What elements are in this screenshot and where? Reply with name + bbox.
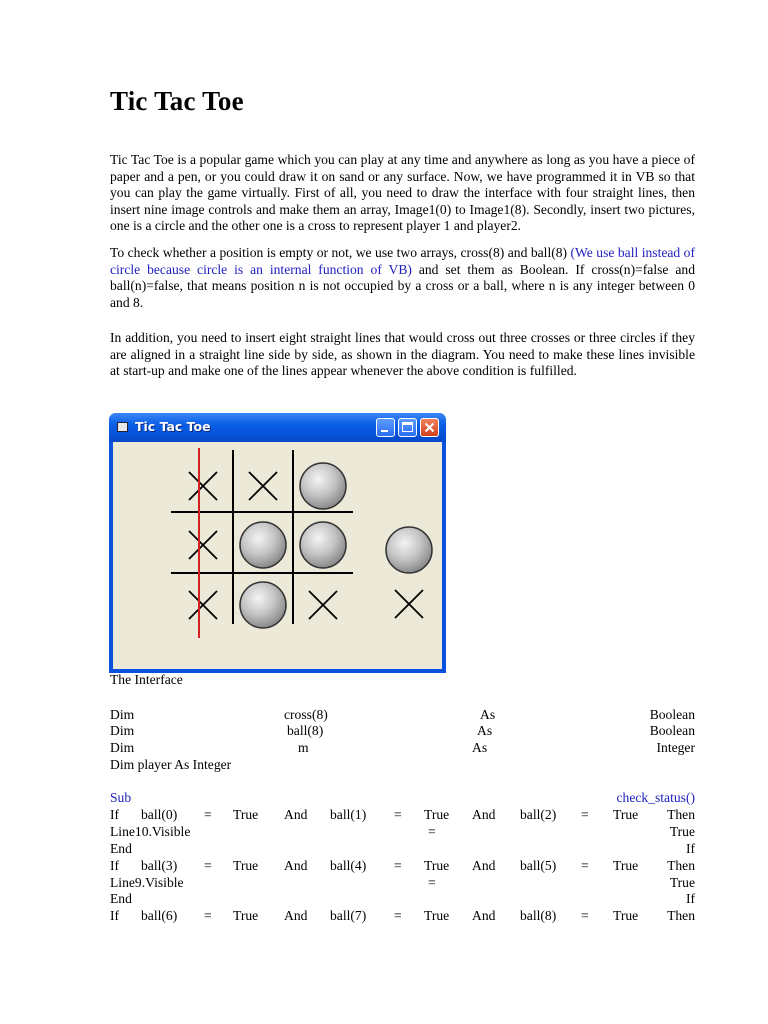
code-token: ball(7)	[330, 908, 367, 923]
code-token: Sub	[110, 790, 132, 805]
side-pieces	[386, 527, 432, 618]
code-token: True	[424, 858, 450, 873]
code-token: =	[428, 824, 436, 839]
code-token: Boolean	[649, 723, 695, 738]
code-token: =	[428, 875, 436, 890]
code-token: ball(6)	[141, 908, 178, 923]
ball-piece	[300, 463, 346, 509]
ball-piece	[386, 527, 432, 573]
code-token: True	[669, 824, 695, 839]
code-token: =	[204, 908, 212, 923]
code-token: Dim	[110, 740, 135, 755]
code-token: True	[613, 858, 639, 873]
dim-player-line	[110, 756, 695, 773]
code-token: =	[394, 858, 402, 873]
code-token: Then	[667, 807, 695, 822]
code-token: If	[110, 908, 120, 923]
code-token: Dim player As Integer	[110, 757, 232, 772]
arrays-text-end: and set them as Boolean. If cross(n)=false and ball(n)=false, that means position n is not occupied by a cross or a ball, where n is any integer between 0 and 8.	[110, 261, 695, 310]
minimize-button[interactable]	[376, 418, 395, 437]
code-token: ball(8)	[520, 908, 557, 923]
line9-line	[110, 874, 695, 891]
code-token: True	[613, 908, 639, 923]
code-token: check_status()	[616, 790, 695, 805]
end-if-line-2	[110, 890, 695, 907]
ball-piece	[240, 582, 286, 628]
lines-paragraph: In addition, you need to insert eight straight lines that would cross out three crosses or three circles if they are aligned in a straight line side by side, as shown in the diagram. You need to make these lines invisible at start-up and make one of the lines appear whenever the above condition is fulfilled.	[110, 330, 695, 379]
code-token: True	[669, 875, 695, 890]
dim-line-1	[110, 706, 695, 723]
if-line-2	[110, 857, 695, 874]
window-title: Tic Tac Toe	[135, 419, 211, 434]
sub-line	[110, 789, 695, 806]
window-client	[113, 442, 442, 669]
code-token: ball(3)	[141, 858, 178, 873]
code-token: And	[284, 858, 308, 873]
code-token: =	[394, 807, 402, 822]
code-token: And	[472, 908, 496, 923]
code-token: True	[424, 908, 450, 923]
code-token: If	[685, 841, 695, 856]
code-token: Dim	[110, 707, 135, 722]
code-token: True	[613, 807, 639, 822]
code-token: Integer	[656, 740, 695, 755]
page-title: Tic Tac Toe	[110, 86, 244, 116]
code-token: True	[233, 807, 259, 822]
code-token: Boolean	[649, 707, 695, 722]
code-token: As	[480, 707, 496, 722]
dim-line-2	[110, 722, 695, 739]
code-token: Then	[667, 908, 695, 923]
code-token: ball(0)	[141, 807, 178, 822]
game-board	[113, 442, 442, 669]
ball-piece	[300, 522, 346, 568]
code-token: If	[110, 858, 120, 873]
if-line-3	[110, 907, 695, 924]
code-token: cross(8)	[284, 707, 328, 722]
minimize-icon	[381, 430, 388, 432]
code-token: =	[394, 908, 402, 923]
code-token: ball(5)	[520, 858, 557, 873]
maximize-icon	[402, 422, 413, 432]
code-token: ball(8)	[287, 723, 324, 738]
code-token: And	[284, 908, 308, 923]
code-token: As	[472, 740, 488, 755]
code-token: If	[110, 807, 120, 822]
code-token: ball(4)	[330, 858, 367, 873]
code-token: True	[233, 908, 259, 923]
code-token: ball(2)	[520, 807, 557, 822]
code-token: End	[110, 841, 132, 856]
code-token: And	[472, 807, 496, 822]
code-token: m	[298, 740, 309, 755]
code-token: ball(1)	[330, 807, 367, 822]
close-icon	[421, 419, 438, 436]
arrays-paragraph	[110, 245, 695, 311]
code-token: =	[581, 908, 589, 923]
code-token: Line10.Visible	[110, 824, 191, 839]
code-token: Dim	[110, 723, 135, 738]
code-token: As	[477, 723, 493, 738]
arrays-note: (We use ball instead of circle because circle is an internal function of VB)	[110, 245, 695, 277]
app-icon	[117, 422, 128, 432]
code-token: End	[110, 891, 132, 906]
arrays-text-start: To check whether a position is empty or not, we use two arrays, cross(8) and ball(8)	[110, 245, 571, 260]
code-token: And	[284, 807, 308, 822]
end-if-line-1	[110, 840, 695, 857]
code-token: If	[685, 891, 695, 906]
code-token: =	[204, 858, 212, 873]
ball-piece	[240, 522, 286, 568]
code-token: And	[472, 858, 496, 873]
if-line-1	[110, 806, 695, 823]
code-token: =	[204, 807, 212, 822]
line10-line	[110, 823, 695, 840]
code-token: =	[581, 858, 589, 873]
dim-line-3	[110, 739, 695, 756]
game-window	[109, 413, 446, 673]
code-token: Line9.Visible	[110, 875, 184, 890]
window-titlebar	[109, 413, 446, 442]
code-token: Then	[667, 858, 695, 873]
close-button[interactable]	[420, 418, 439, 437]
intro-paragraph: Tic Tac Toe is a popular game which you can play at any time and anywhere as long as you have a piece of paper and a pen, or you could draw it on sand or any surface. Now, we have programmed it in VB so that you can play the game virtually. First of all, you need to draw the interface with four straight lines, then insert nine image controls and make them an array, Image1(0) to Image1(8). Secondly, insert two pictures, one is a circle and the other one is a cross to represent player 1 and player2.	[110, 152, 695, 234]
board-pieces	[189, 463, 346, 628]
code-token: =	[581, 807, 589, 822]
figure-caption: The Interface	[110, 672, 183, 687]
code-token: True	[424, 807, 450, 822]
maximize-button[interactable]	[398, 418, 417, 437]
code-token: True	[233, 858, 259, 873]
